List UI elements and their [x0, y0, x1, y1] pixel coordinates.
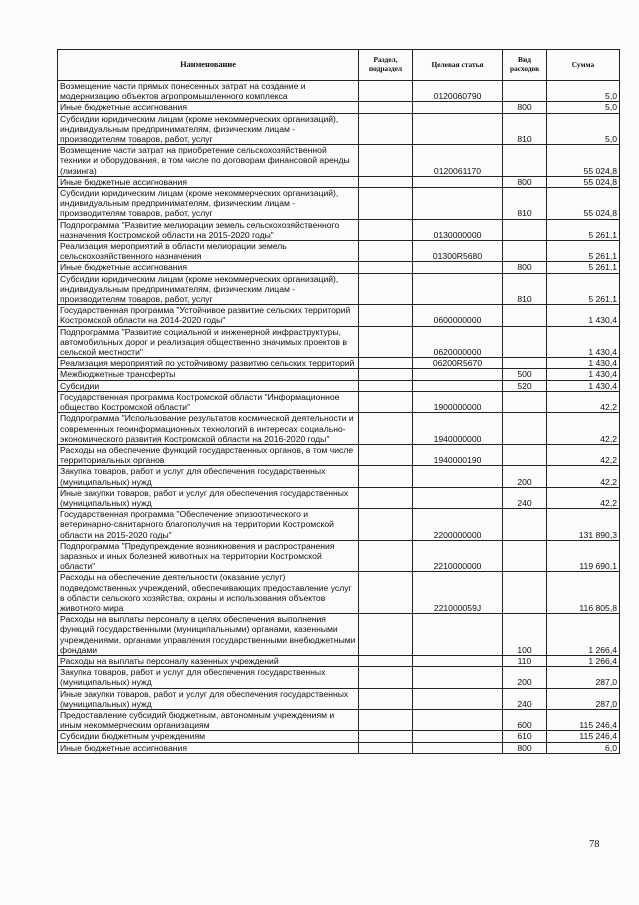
row-section: [359, 509, 413, 541]
row-section: [359, 273, 413, 305]
row-type: [503, 81, 547, 102]
table-row: [58, 113, 620, 145]
row-name: Субсидии: [58, 380, 359, 391]
header-type: Вид расходов: [503, 50, 547, 81]
header-article: Целевая статья: [413, 50, 503, 81]
row-type: 200: [503, 466, 547, 487]
row-type: 800: [503, 262, 547, 273]
row-type: 520: [503, 380, 547, 391]
row-name: Государственная программа "Обеспечение эпизоотического и ветеринарно-санитарного благополучия на территории Костромской области на 2015-2020 годы": [58, 509, 359, 541]
row-amount: 1 266,4: [547, 655, 620, 666]
row-amount: 1 430,4: [547, 380, 620, 391]
row-amount: 1 430,4: [547, 358, 620, 369]
table-row: [58, 262, 620, 273]
table-row: [58, 241, 620, 262]
table-row: [58, 391, 620, 412]
row-section: [359, 113, 413, 145]
row-type: 240: [503, 688, 547, 709]
row-type: 240: [503, 487, 547, 508]
table-row: [58, 466, 620, 487]
page-number: 78: [589, 839, 600, 850]
row-name: Расходы на обеспечение деятельности (оказание услуг) подведомственных учреждений, обеспечивающих предоставление услуг в области сельского хозяйства, охраны и использования объектов животного мира: [58, 572, 359, 614]
row-type: [503, 509, 547, 541]
row-article: 0130000000: [413, 219, 503, 240]
row-amount: 131 890,3: [547, 509, 620, 541]
table-row: [58, 709, 620, 730]
row-article: 1900000000: [413, 391, 503, 412]
row-section: [359, 380, 413, 391]
table-header-row: [58, 50, 620, 81]
row-name: Расходы на выплаты персоналу казенных учреждений: [58, 655, 359, 666]
row-type: 800: [503, 176, 547, 187]
row-name: Реализация мероприятий по устойчивому развитию сельских территорий: [58, 358, 359, 369]
row-type: 810: [503, 273, 547, 305]
row-name: Государственная программа "Устойчивое развитие сельских территорий Костромской области на 2014-2020 годы": [58, 305, 359, 326]
row-type: 610: [503, 731, 547, 742]
row-article: [413, 709, 503, 730]
row-article: [413, 102, 503, 113]
row-section: [359, 655, 413, 666]
row-name: Подпрограмма "Использование результатов космической деятельности и современных геоинформационных технологий в интересах социально-экономического развития Костромской области на 2016-2020 годы": [58, 413, 359, 445]
row-section: [359, 466, 413, 487]
table-row: [58, 655, 620, 666]
row-article: [413, 731, 503, 742]
row-section: [359, 572, 413, 614]
row-article: [413, 273, 503, 305]
header-section: Раздел, подраздел: [359, 50, 413, 81]
row-type: [503, 413, 547, 445]
row-name: Субсидии юридическим лицам (кроме некоммерческих организаций), индивидуальным предпринимателям, физическим лицам - производителям товаров, работ, услуг: [58, 113, 359, 145]
row-amount: 1 266,4: [547, 614, 620, 656]
row-article: [413, 176, 503, 187]
table-row: [58, 102, 620, 113]
table-row: [58, 380, 620, 391]
row-section: [359, 391, 413, 412]
row-article: 2200000000: [413, 509, 503, 541]
table-row: [58, 188, 620, 220]
table-row: [58, 444, 620, 465]
row-section: [359, 188, 413, 220]
row-section: [359, 358, 413, 369]
row-section: [359, 305, 413, 326]
row-section: [359, 219, 413, 240]
row-article: [413, 655, 503, 666]
row-amount: 1 430,4: [547, 326, 620, 358]
table-row: [58, 731, 620, 742]
table-row: [58, 176, 620, 187]
row-article: [413, 369, 503, 380]
row-type: 810: [503, 113, 547, 145]
row-name: Иные бюджетные ассигнования: [58, 102, 359, 113]
row-article: [413, 188, 503, 220]
row-type: 200: [503, 667, 547, 688]
row-section: [359, 731, 413, 742]
row-type: 800: [503, 102, 547, 113]
row-name: Подпрограмма "Предупреждение возникновения и распространения заразных и иных болезней животных на территории Костромской области": [58, 540, 359, 572]
row-article: [413, 380, 503, 391]
row-type: [503, 540, 547, 572]
row-amount: 287,0: [547, 667, 620, 688]
table-row: [58, 667, 620, 688]
row-article: 2210000000: [413, 540, 503, 572]
row-amount: 1 430,4: [547, 305, 620, 326]
table-row: [58, 219, 620, 240]
table-row: [58, 540, 620, 572]
row-article: 0120061170: [413, 145, 503, 177]
row-amount: 5 261,1: [547, 241, 620, 262]
row-article: [413, 262, 503, 273]
row-section: [359, 709, 413, 730]
row-amount: 1 430,4: [547, 369, 620, 380]
table-row: [58, 487, 620, 508]
row-amount: 42,2: [547, 444, 620, 465]
row-name: Расходы на выплаты персоналу в целях обеспечения выполнения функций государственными (муниципальными) органами, казенными учреждениями, органами управления государственными внебюджетными фондами: [58, 614, 359, 656]
table-row: [58, 81, 620, 102]
row-type: [503, 326, 547, 358]
row-type: 500: [503, 369, 547, 380]
row-type: [503, 444, 547, 465]
table-row: [58, 358, 620, 369]
row-type: 800: [503, 742, 547, 753]
table-row: [58, 742, 620, 753]
row-section: [359, 369, 413, 380]
table-row: [58, 614, 620, 656]
row-name: Возмещение части прямых понесенных затрат на создание и модернизацию объектов агропромышленного комплекса: [58, 81, 359, 102]
row-article: 01300R5680: [413, 241, 503, 262]
row-amount: 115 246,4: [547, 731, 620, 742]
row-name: Иные бюджетные ассигнования: [58, 176, 359, 187]
row-article: [413, 614, 503, 656]
row-amount: 42,2: [547, 466, 620, 487]
table-row: [58, 145, 620, 177]
row-name: Закупка товаров, работ и услуг для обеспечения государственных (муниципальных) нужд: [58, 667, 359, 688]
row-article: [413, 688, 503, 709]
row-name: Возмещение части затрат на приобретение сельскохозяйственной техники и оборудования, в том числе по договорам финансовой аренды (лизинга): [58, 145, 359, 177]
row-name: Субсидии юридическим лицам (кроме некоммерческих организаций), индивидуальным предпринимателям, физическим лицам - производителям товаров, работ, услуг: [58, 188, 359, 220]
table-row: [58, 509, 620, 541]
row-type: [503, 219, 547, 240]
row-type: 810: [503, 188, 547, 220]
row-type: [503, 358, 547, 369]
row-name: Иные закупки товаров, работ и услуг для обеспечения государственных (муниципальных) нужд: [58, 688, 359, 709]
row-name: Закупка товаров, работ и услуг для обеспечения государственных (муниципальных) нужд: [58, 466, 359, 487]
row-section: [359, 145, 413, 177]
row-article: 1940000190: [413, 444, 503, 465]
row-section: [359, 81, 413, 102]
row-amount: 119 690,1: [547, 540, 620, 572]
row-section: [359, 262, 413, 273]
row-type: [503, 145, 547, 177]
row-amount: 5 261,1: [547, 262, 620, 273]
budget-table: [57, 49, 620, 754]
row-amount: 5,0: [547, 102, 620, 113]
row-article: 1940000000: [413, 413, 503, 445]
row-name: Реализация мероприятий в области мелиорации земель сельскохозяйственного назначения: [58, 241, 359, 262]
row-name: Субсидии юридическим лицам (кроме некоммерческих организаций), индивидуальным предпринимателям, физическим лицам - производителям товаров, работ, услуг: [58, 273, 359, 305]
row-name: Подпрограмма "Развитие социальной и инженерной инфраструктуры, автомобильных дорог и реализация общественно значимых проектов в сельской местности": [58, 326, 359, 358]
row-name: Подпрограмма "Развитие мелиорации земель сельскохозяйственного назначения Костромской области на 2015-2020 годы": [58, 219, 359, 240]
row-amount: 6,0: [547, 742, 620, 753]
row-type: 600: [503, 709, 547, 730]
row-type: [503, 241, 547, 262]
row-section: [359, 326, 413, 358]
row-article: 0120060790: [413, 81, 503, 102]
table-row: [58, 326, 620, 358]
row-amount: 115 246,4: [547, 709, 620, 730]
row-section: [359, 688, 413, 709]
row-type: 100: [503, 614, 547, 656]
row-article: [413, 466, 503, 487]
row-amount: 5 261,1: [547, 273, 620, 305]
row-amount: 287,0: [547, 688, 620, 709]
row-name: Предоставление субсидий бюджетным, автономным учреждениям и иным некоммерческим организациям: [58, 709, 359, 730]
row-article: [413, 113, 503, 145]
table-row: [58, 572, 620, 614]
row-amount: 42,2: [547, 413, 620, 445]
row-article: 06200R5670: [413, 358, 503, 369]
row-article: 0600000000: [413, 305, 503, 326]
row-section: [359, 444, 413, 465]
row-amount: 42,2: [547, 487, 620, 508]
row-amount: 5,0: [547, 113, 620, 145]
row-name: Иные бюджетные ассигнования: [58, 262, 359, 273]
header-amount: Сумма: [547, 50, 620, 81]
row-name: Расходы на обеспечение функций государственных органов, в том числе территориальных органов: [58, 444, 359, 465]
table-row: [58, 273, 620, 305]
row-section: [359, 614, 413, 656]
header-name: Наименование: [58, 50, 359, 81]
row-section: [359, 540, 413, 572]
row-section: [359, 241, 413, 262]
row-name: Иные бюджетные ассигнования: [58, 742, 359, 753]
row-article: [413, 487, 503, 508]
row-type: 110: [503, 655, 547, 666]
row-article: 221000059J: [413, 572, 503, 614]
row-article: [413, 742, 503, 753]
row-article: 0620000000: [413, 326, 503, 358]
row-type: [503, 391, 547, 412]
row-section: [359, 102, 413, 113]
row-amount: 5,0: [547, 81, 620, 102]
row-amount: 42,2: [547, 391, 620, 412]
row-section: [359, 742, 413, 753]
row-type: [503, 305, 547, 326]
row-amount: 55 024,8: [547, 176, 620, 187]
row-amount: 116 805,8: [547, 572, 620, 614]
row-section: [359, 176, 413, 187]
row-section: [359, 667, 413, 688]
table-row: [58, 305, 620, 326]
row-amount: 5 261,1: [547, 219, 620, 240]
table-row: [58, 413, 620, 445]
row-name: Субсидии бюджетным учреждениям: [58, 731, 359, 742]
row-name: Иные закупки товаров, работ и услуг для обеспечения государственных (муниципальных) нужд: [58, 487, 359, 508]
row-section: [359, 413, 413, 445]
row-type: [503, 572, 547, 614]
row-article: [413, 667, 503, 688]
row-amount: 55 024,8: [547, 188, 620, 220]
row-name: Межбюджетные трансферты: [58, 369, 359, 380]
row-section: [359, 487, 413, 508]
row-amount: 55 024,8: [547, 145, 620, 177]
table-row: [58, 688, 620, 709]
table-row: [58, 369, 620, 380]
row-name: Государственная программа Костромской области "Информационное общество Костромской области": [58, 391, 359, 412]
